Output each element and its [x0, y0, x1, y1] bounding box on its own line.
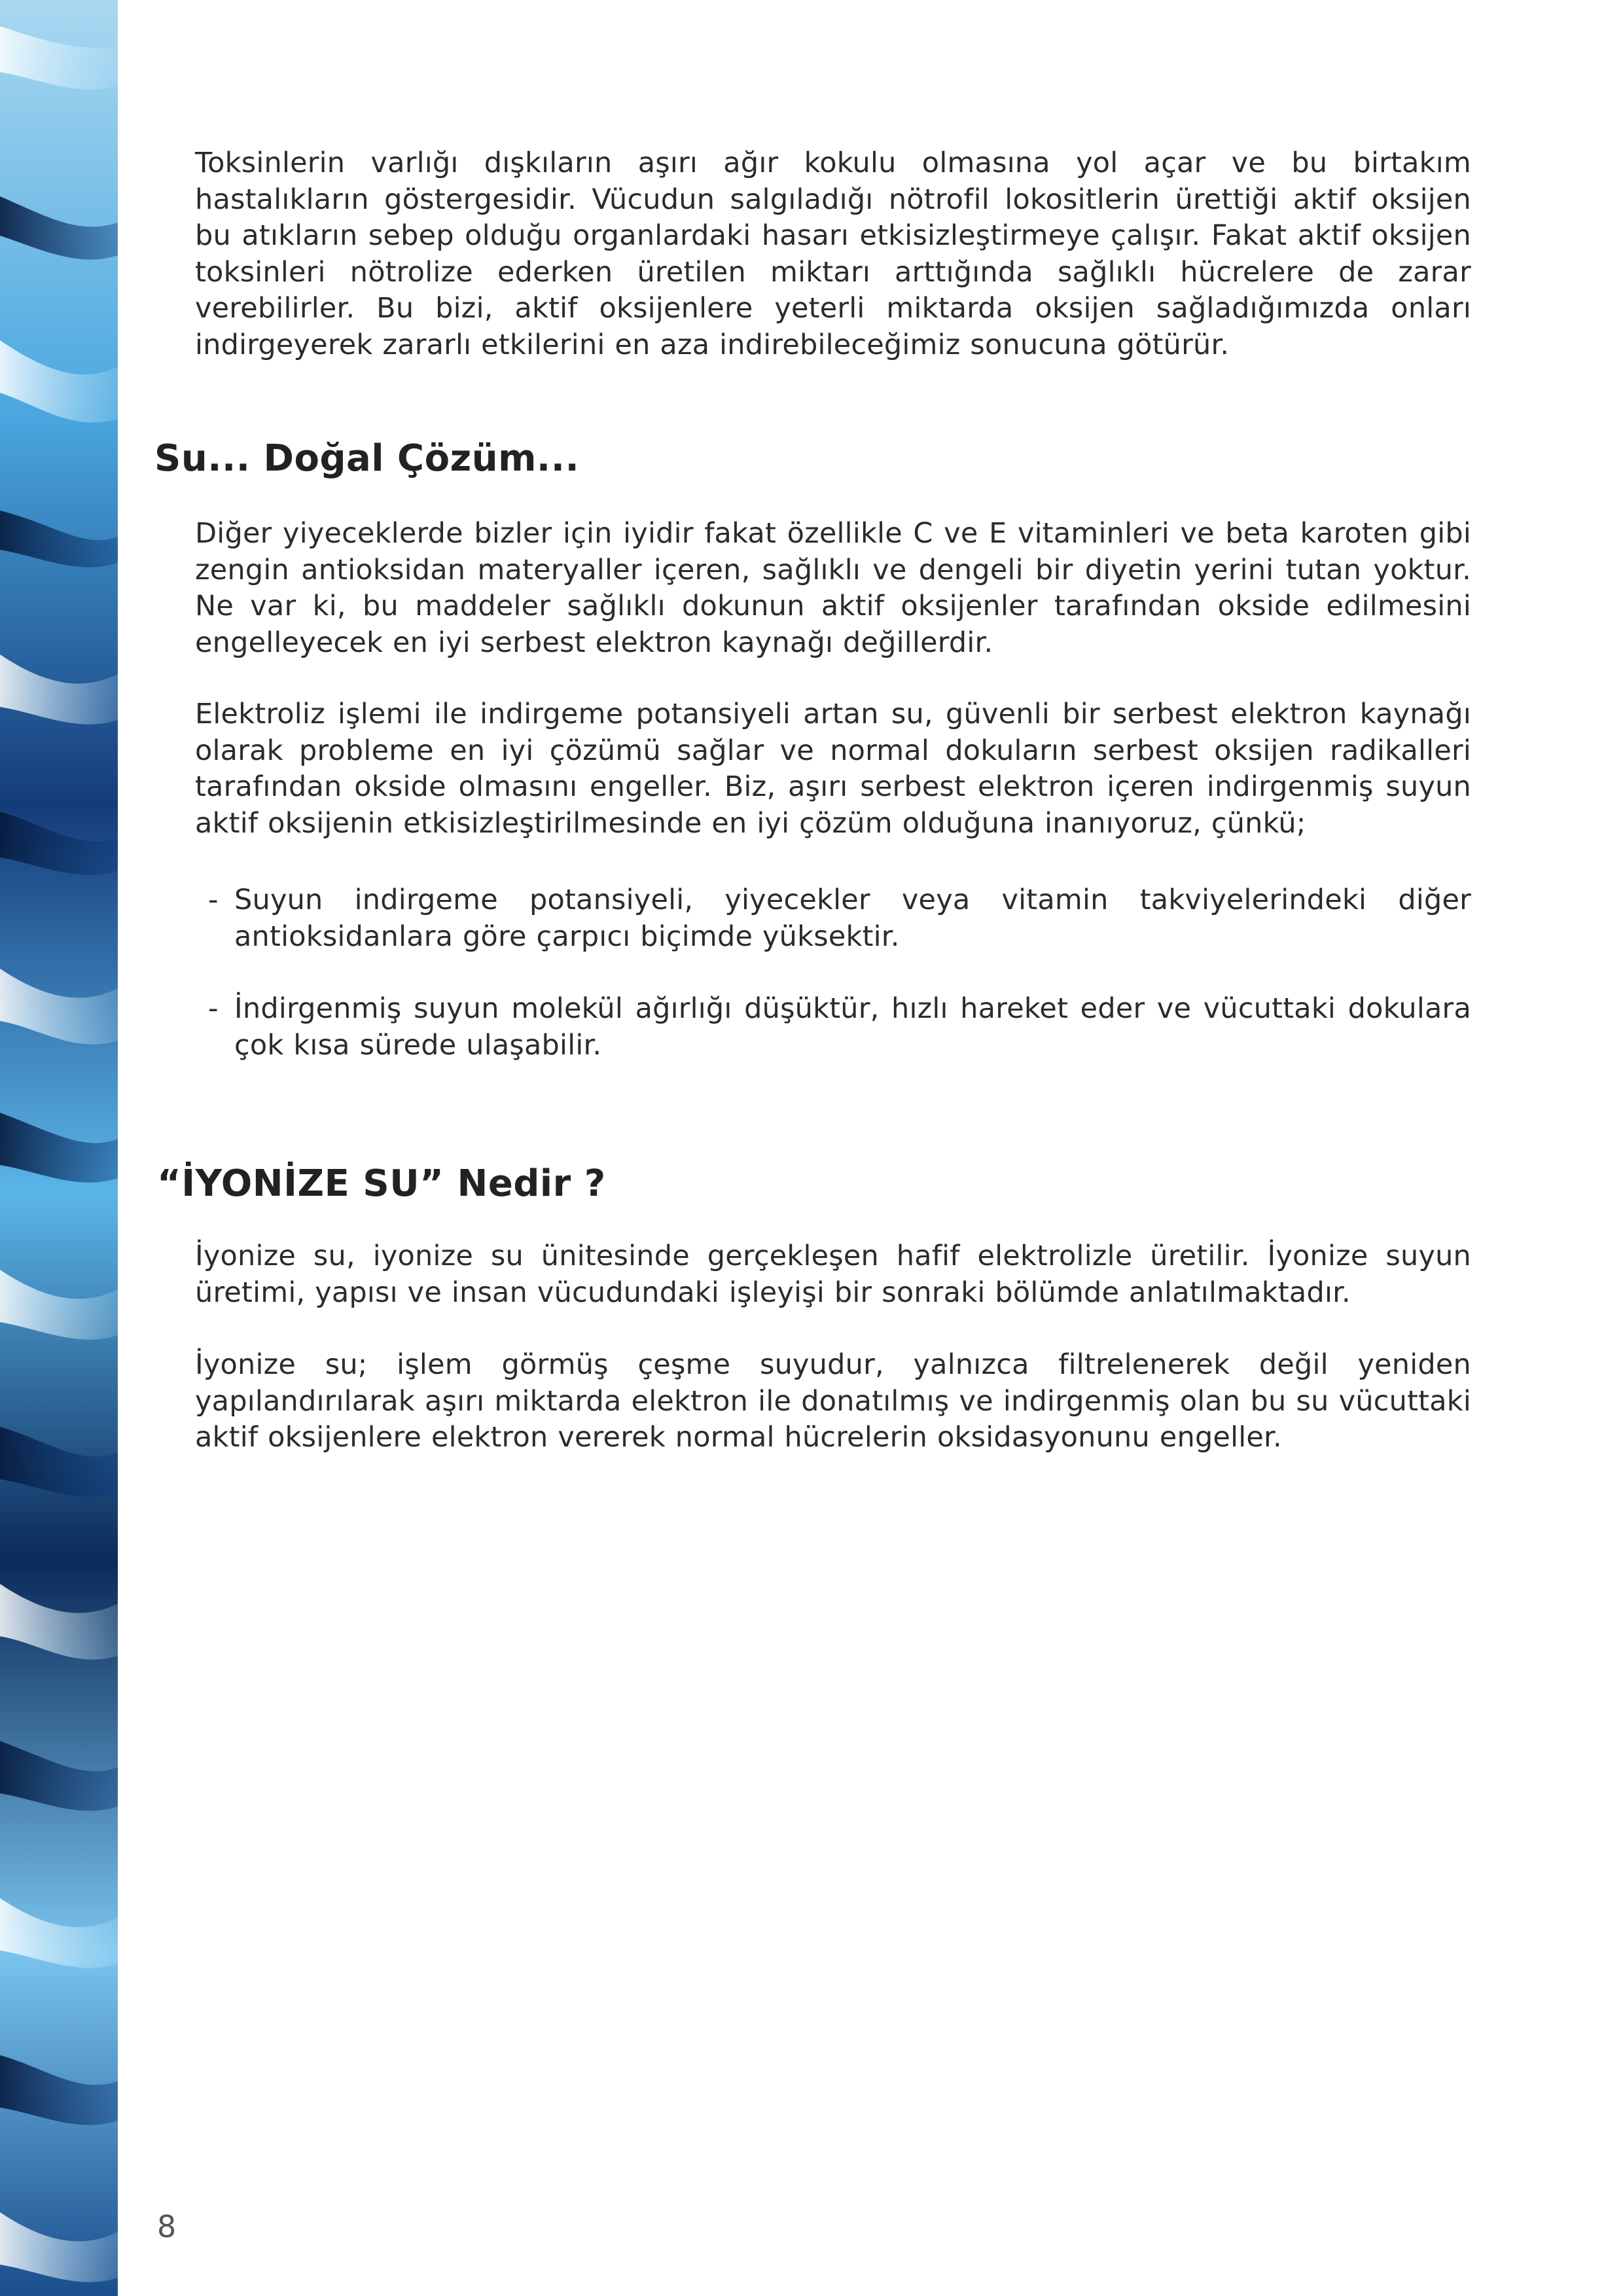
bullet-item-2 — [208, 991, 1471, 1064]
natural-paragraph-2-block — [195, 696, 1471, 842]
bullet-text-2: İndirgenmiş suyun molekül ağırlığı düşüktür, hızlı hareket eder ve vücuttaki dokulara çok kısa sürede ulaşabilir. — [234, 992, 1471, 1062]
intro-paragraph-block — [195, 145, 1471, 363]
ionized-paragraph-2-block — [195, 1347, 1471, 1456]
wave-pattern-image — [0, 0, 118, 2296]
ionized-paragraph-2: İyonize su; işlem görmüş çeşme suyudur, yalnızca filtrelenerek değil yeniden yapılandırılarak aşırı miktarda elektron ile donatılmış ve indirgenmiş olan bu su vücuttaki aktif oksijenlere elektron vererek normal hücrelerin oksidasyonunu engeller. — [195, 1348, 1471, 1454]
page-number: 8 — [157, 2209, 177, 2244]
bullet-text-1: Suyun indirgeme potansiyeli, yiyecekler veya vitamin takviyelerindeki diğer antioksidanlara göre çarpıcı biçimde yüksektir. — [234, 884, 1471, 953]
natural-paragraph-1-block — [195, 516, 1471, 661]
bullet-item-1 — [208, 882, 1471, 955]
ionized-paragraph-1: İyonize su, iyonize su ünitesinde gerçekleşen hafif elektrolizle üretilir. İyonize suyun üretimi, yapısı ve insan vücudundaki işleyişi bir sonraki bölümde anlatılmaktadır. — [195, 1240, 1471, 1309]
decorative-side-stripe — [0, 0, 118, 2296]
heading-natural-solution: Su... Doğal Çözüm... — [154, 437, 580, 480]
ionized-paragraph-1-block — [195, 1238, 1471, 1311]
natural-paragraph-1: Diğer yiyeceklerde bizler için iyidir fakat özellikle C ve E vitaminleri ve beta karoten gibi zengin antioksidan materyaller içeren, sağlıklı ve dengeli bir diyetin yerini tutan yoktur. Ne var ki, bu maddeler sağlıklı dokunun aktif oksijenler tarafından okside edilmesini engelleyecek en iyi serbest elektron kaynağı değillerdir. — [195, 517, 1471, 659]
heading-what-is-ionized-water: “İYONİZE SU” Nedir ? — [157, 1162, 606, 1205]
bullet-dash: - — [208, 884, 219, 916]
natural-paragraph-2: Elektroliz işlemi ile indirgeme potansiyeli artan su, güvenli bir serbest elektron kaynağı olarak probleme en iyi çözümü sağlar ve normal dokuların serbest oksijen radikalleri tarafından okside olmasını engeller. Biz, aşırı serbest elektron içeren indirgenmiş suyun aktif oksijenin etkisizleştirilmesinde en iyi çözüm olduğuna inanıyoruz, çünkü; — [195, 698, 1471, 840]
intro-paragraph: Toksinlerin varlığı dışkıların aşırı ağır kokulu olmasına yol açar ve bu birtakım hastalıkların göstergesidir. Vücudun salgıladığı nötrofil lokositlerin ürettiği aktif oksijen bu atıkların sebep olduğu organlardaki hasarı etkisizleştirmeye çalışır. Fakat aktif oksijen toksinleri nötrolize ederken üretilen miktarı arttığında sağlıklı hücrelere de zarar verebilirler. Bu bizi, aktif oksijenlere yeterli miktarda oksijen sağladığımızda onları indirgeyerek zararlı etkilerini en aza indirebileceğimiz sonucuna götürür. — [195, 147, 1471, 361]
bullet-dash: - — [208, 992, 219, 1025]
